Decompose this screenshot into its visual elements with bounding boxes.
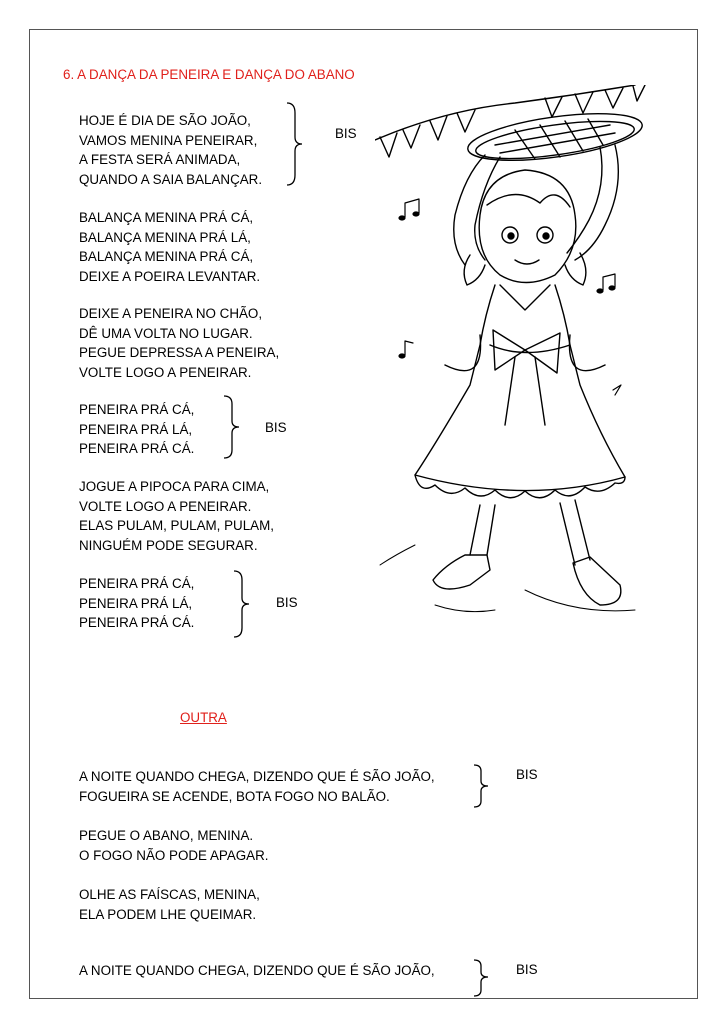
repeat-brace <box>472 763 492 809</box>
lyric-line: A NOITE QUANDO CHEGA, DIZENDO QUE É SÃO JOÃO, <box>79 769 435 784</box>
lyric-line: PENEIRA PRÁ CÁ, <box>79 402 195 417</box>
repeat-brace <box>232 569 252 639</box>
lyric-line: DEIXE A POEIRA LEVANTAR. <box>79 268 261 284</box>
lyric-line: PENEIRA PRÁ CÁ. <box>79 441 195 456</box>
right-shoe-icon <box>573 557 621 605</box>
repeat-brace <box>285 101 305 187</box>
lyric-line: VOLTE LOGO A PENEIRAR. <box>79 364 252 380</box>
lyric-line: PENEIRA PRÁ LÁ, <box>79 421 193 437</box>
repeat-brace <box>222 394 242 460</box>
lyric-line: VOLTE LOGO A PENEIRAR. <box>79 498 252 514</box>
bis-label: BIS <box>516 767 538 782</box>
lyric-line: DEIXE A PENEIRA NO CHÃO, <box>79 306 263 321</box>
stanza-4 <box>79 400 194 459</box>
lyric-line: QUANDO A SAIA BALANÇAR. <box>79 171 263 187</box>
lyric-line: NINGUÉM PODE SEGURAR. <box>79 537 258 553</box>
section-heading-outra: OUTRA <box>180 710 227 725</box>
stanza-6 <box>79 574 194 633</box>
repeat-brace <box>472 958 492 998</box>
left-shoe-icon <box>433 555 490 589</box>
stanza-7 <box>79 767 435 806</box>
lyric-line: ELAS PULAM, PULAM, PULAM, <box>79 518 274 533</box>
lyric-line: PENEIRA PRÁ CÁ, <box>79 576 195 591</box>
lyric-line: BALANÇA MENINA PRÁ CÁ, <box>79 210 254 225</box>
stanza-5 <box>79 477 274 555</box>
lyric-line: PENEIRA PRÁ CÁ. <box>79 615 195 630</box>
stanza-10 <box>79 961 435 981</box>
stanza-1 <box>79 111 262 189</box>
lyric-line: A NOITE QUANDO CHEGA, DIZENDO QUE É SÃO JOÃO, <box>79 963 435 978</box>
lyric-line: A FESTA SERÁ ANIMADA, <box>79 152 241 167</box>
bis-label: BIS <box>276 595 298 610</box>
lyric-line: HOJE É DIA DE SÃO JOÃO, <box>79 113 251 128</box>
bis-label: BIS <box>335 126 357 141</box>
stanza-9 <box>79 885 260 924</box>
page-title: 6. A DANÇA DA PENEIRA E DANÇA DO ABANO <box>63 67 355 82</box>
lyric-line: O FOGO NÃO PODE APAGAR. <box>79 847 269 863</box>
bis-label: BIS <box>265 420 287 435</box>
lyric-line: DÊ UMA VOLTA NO LUGAR. <box>79 325 253 341</box>
girl-with-sieve-illustration <box>375 85 665 645</box>
music-note-icon <box>399 199 621 395</box>
lyric-line: PENEIRA PRÁ LÁ, <box>79 595 193 611</box>
lyric-line: ELA PODEM LHE QUEIMAR. <box>79 906 257 922</box>
lyric-line: BALANÇA MENINA PRÁ LÁ, <box>79 229 251 245</box>
lyric-line: PEGUE O ABANO, MENINA. <box>79 828 254 843</box>
stanza-2 <box>79 208 260 286</box>
lyric-line: BALANÇA MENINA PRÁ CÁ, <box>79 249 254 264</box>
lyric-line: FOGUEIRA SE ACENDE, BOTA FOGO NO BALÃO. <box>79 788 390 804</box>
lyric-line: JOGUE A PIPOCA PARA CIMA, <box>79 479 270 494</box>
lyric-line: OLHE AS FAÍSCAS, MENINA, <box>79 887 260 902</box>
lyric-line: VAMOS MENINA PENEIRAR, <box>79 132 258 148</box>
bis-label: BIS <box>516 962 538 977</box>
lyric-line: PEGUE DEPRESSA A PENEIRA, <box>79 345 280 360</box>
girl-face-icon <box>464 170 586 285</box>
stanza-3 <box>79 304 279 382</box>
stanza-8 <box>79 826 269 865</box>
dress-icon <box>415 285 625 498</box>
